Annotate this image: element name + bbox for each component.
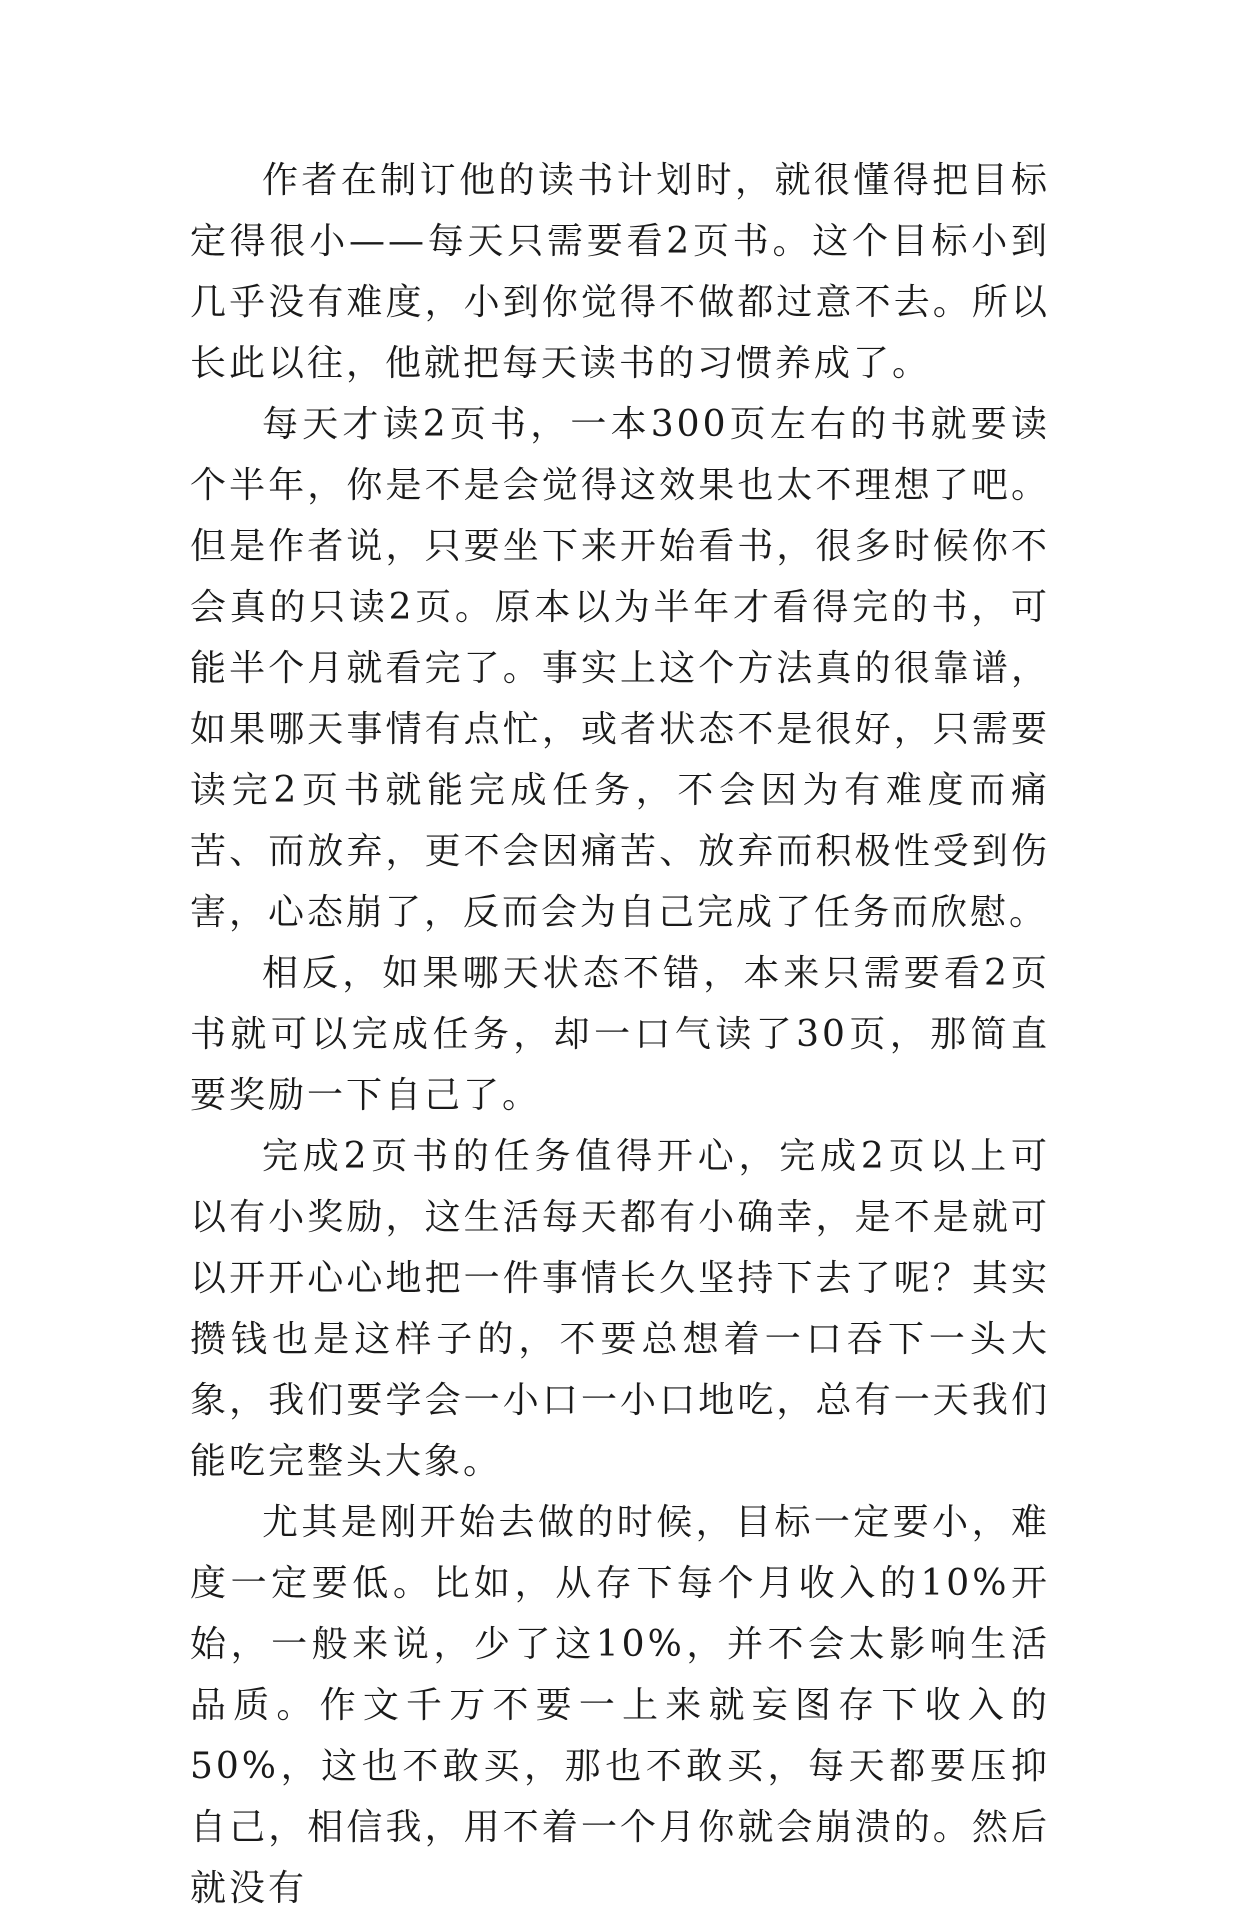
paragraph-5: 尤其是刚开始去做的时候，目标一定要小，难度一定要低。比如，从存下每个月收入的10%开始，一般来说，少了这10%，并不会太影响生活品质。作文千万不要一上来就妄图存下收入的50%，这也不敢买，那也不敢买，每天都要压抑自己，相信我，用不着一个月你就会崩溃的。然后就没有 bbox=[190, 1502, 1050, 1909]
document-body bbox=[190, 150, 1050, 1919]
paragraph-4: 完成2页书的任务值得开心，完成2页以上可以有小奖励，这生活每天都有小确幸，是不是就可以开开心心地把一件事情长久坚持下去了呢？其实攒钱也是这样子的，不要总想着一口吞下一头大象，我们要学会一小口一小口地吃，总有一天我们能吃完整头大象。 bbox=[190, 1136, 1050, 1482]
paragraph-3: 相反，如果哪天状态不错，本来只需要看2页书就可以完成任务，却一口气读了30页，那简直要奖励一下自己了。 bbox=[190, 953, 1050, 1116]
paragraph-2: 每天才读2页书，一本300页左右的书就要读个半年，你是不是会觉得这效果也太不理想了吧。但是作者说，只要坐下来开始看书，很多时候你不会真的只读2页。原本以为半年才看得完的书，可能半个月就看完了。事实上这个方法真的很靠谱，如果哪天事情有点忙，或者状态不是很好，只需要读完2页书就能完成任务，不会因为有难度而痛苦、而放弃，更不会因痛苦、放弃而积极性受到伤害，心态崩了，反而会为自己完成了任务而欣慰。 bbox=[190, 404, 1050, 933]
paragraph-1: 作者在制订他的读书计划时，就很懂得把目标定得很小——每天只需要看2页书。这个目标小到几乎没有难度，小到你觉得不做都过意不去。所以长此以往，他就把每天读书的习惯养成了。 bbox=[190, 160, 1050, 384]
